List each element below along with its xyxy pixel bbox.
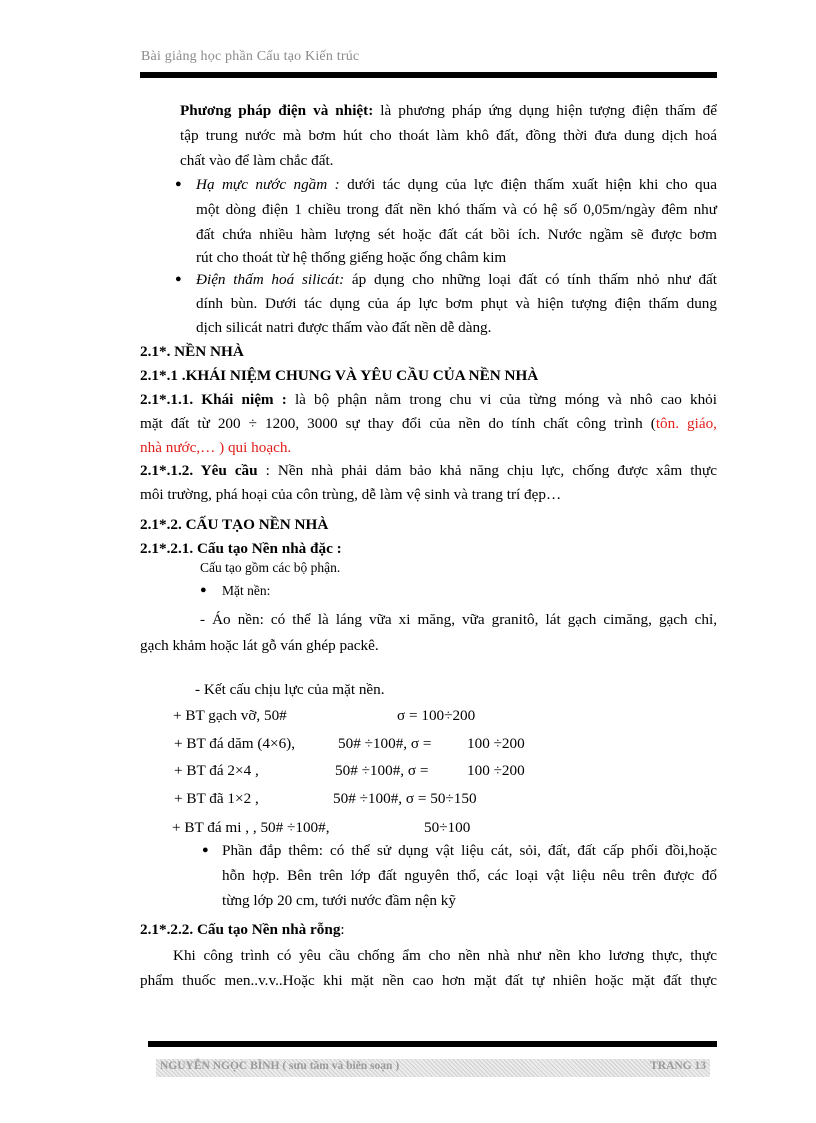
last-para-line-1: Khi công trình có yêu cầu chống ẩm cho nền nhà như nền kho lương thực, thực [173, 947, 717, 964]
bullet1-line-2: một dòng điện 1 chiều trong đất nền khó thấm và có hệ số 0,05m/ngày đêm như [196, 201, 717, 218]
bt-row-5-value: 50÷100 [424, 819, 471, 836]
footer-rule [148, 1041, 717, 1047]
bullet2-term: Điện thấm hoá silicát: [196, 271, 345, 288]
bt-row-1-value: σ = 100÷200 [397, 707, 476, 724]
requirement-text-1: : Nền nhà phải dảm bảo khả năng chịu lực, chống được xâm thực [257, 462, 717, 479]
ao-nen-line-1: - Áo nền: có thể là láng vữa xi măng, vữa granitô, lát gạch cimăng, gạch chỉ, [200, 611, 717, 628]
bullet2-line-1 [196, 270, 717, 289]
bt-row-3-mark: 50# ÷100#, σ = [335, 762, 429, 779]
requirement-label: 2.1*.1.2. Yêu cầu [140, 462, 258, 479]
intro-lead: Phương pháp điện và nhiệt: [180, 102, 374, 119]
bt-row-4-mark: 50# ÷100#, σ = 50÷150 [333, 790, 477, 807]
phan-dap-line-3: từng lớp 20 cm, tưới nước đầm nện kỹ [222, 892, 456, 909]
heading-nen-nha-rong-text: 2.1*.2.2. Cấu tạo Nền nhà rỗng [140, 921, 341, 938]
bt-row-2-value: 100 ÷200 [467, 735, 525, 752]
bt-row-4-label: + BT đã 1×2 , [174, 790, 259, 807]
definition-label: 2.1*.1.1. Khái niệm : [140, 391, 287, 408]
bullet-dot-icon: ● [175, 178, 182, 190]
definition-line-1 [140, 390, 717, 409]
bt-row-1-label: + BT gạch vỡ, 50# [173, 707, 287, 724]
bullet-dot-icon: ● [200, 584, 207, 596]
heading-cau-tao: 2.1*.2. CẤU TẠO NỀN NHÀ [140, 516, 329, 533]
bt-row-2-label: + BT đá dăm (4×6), [174, 735, 296, 752]
bullet1-line-3: đất chứa nhiều hàm lượng sét hoặc đất cát bồi ích. Nước ngầm sẽ được bơm [196, 226, 717, 243]
bullet1-line-4: rút cho thoát từ hệ thống giếng hoặc ống châm kim [196, 249, 507, 266]
intro-line-3: chất vào để làm chắc đất. [180, 152, 334, 169]
bt-row-3-value: 100 ÷200 [467, 762, 525, 779]
definition-text-2: mặt đất từ 200 ÷ 1200, 3000 sự thay đổi của nền do tính chất công trình ( [140, 415, 656, 432]
phan-dap-line-2: hỗn hợp. Bên trên lớp đất nguyên thổ, các loại vật liệu nêu trên được đổ [222, 867, 717, 884]
intro-line-1 [180, 101, 717, 120]
bt-row-5-label: + BT đá mi , , 50# ÷100#, [172, 819, 330, 836]
bullet1-term: Hạ mực nước ngầm : [196, 176, 340, 193]
intro-text-1: là phương pháp ứng dụng hiện tượng điện thấm để [373, 102, 717, 119]
bullet-dot-icon: ● [202, 844, 209, 856]
definition-line-2 [140, 414, 717, 433]
heading-nen-nha: 2.1*. NỀN NHÀ [140, 343, 244, 360]
bullet-dot-icon: ● [175, 273, 182, 285]
footer-author: NGUYỄN NGỌC BÌNH ( sưu tầm và biên soạn ) [160, 1060, 400, 1072]
bt-row-2-mark: 50# ÷100#, σ = [338, 735, 432, 752]
requirement-line-2: môi trường, phá hoại của côn trùng, dễ làm vệ sinh và trang trí đẹp… [140, 486, 562, 503]
footer-bar [156, 1059, 710, 1077]
header-rule [140, 72, 717, 78]
ket-cau-label: - Kết cấu chịu lực của mặt nền. [195, 681, 385, 698]
requirement-line-1 [140, 461, 717, 480]
definition-text-1: là bộ phận nằm trong chu vi của từng móng và nhô cao khỏi [286, 391, 717, 408]
bullet2-line-3: dịch silicát natri được thấm vào đất nền dễ dàng. [196, 319, 492, 336]
parts-intro: Cấu tạo gồm các bộ phận. [200, 560, 341, 575]
definition-red-1: tôn. giáo, [655, 415, 717, 432]
heading-nen-nha-rong-colon: : [340, 921, 345, 938]
definition-line-3: nhà nước,… ) qui hoạch. [140, 439, 292, 456]
footer-page-number: TRANG 13 [650, 1060, 706, 1072]
phan-dap-line-1: Phần đắp thêm: có thể sử dụng vật liệu cát, sỏi, đất, đất cấp phối đồi,hoặc [222, 842, 717, 859]
bullet2-line-2: dính bùn. Dưới tác dụng của áp lực bơm phụt và hiện tượng điện thấm dung [196, 295, 717, 312]
heading-khai-niem-chung: 2.1*.1 .KHÁI NIỆM CHUNG VÀ YÊU CẦU CỦA NỀN NHÀ [140, 367, 539, 384]
bt-row-3-label: + BT đá 2×4 , [174, 762, 259, 779]
header-title: Bài giảng học phần Cấu tạo Kiến trúc [141, 49, 360, 64]
bullet1-text-1: dưới tác dụng của lực điện thấm xuất hiện khi cho qua [339, 176, 717, 193]
ao-nen-line-2: gạch khảm hoặc lát gỗ ván ghép packê. [140, 637, 379, 654]
last-para-line-2: phẩm thuốc men..v.v..Hoặc khi mặt nền cao hơn mặt đất tự nhiên hoặc mặt đất thực [140, 972, 717, 989]
bullet1-line-1 [196, 175, 717, 194]
heading-nen-nha-rong [140, 920, 345, 939]
intro-line-2: tập trung nước mà bơm hút cho thoát làm khô đất, đồng thời đưa dung dịch hoá [180, 127, 717, 144]
bullet2-text-1: áp dụng cho những loại đất có tính thấm nhỏ như đất [344, 271, 717, 288]
mat-nen-label: Mặt nền: [222, 583, 271, 598]
heading-nen-nha-dac: 2.1*.2.1. Cấu tạo Nền nhà đặc : [140, 540, 342, 557]
